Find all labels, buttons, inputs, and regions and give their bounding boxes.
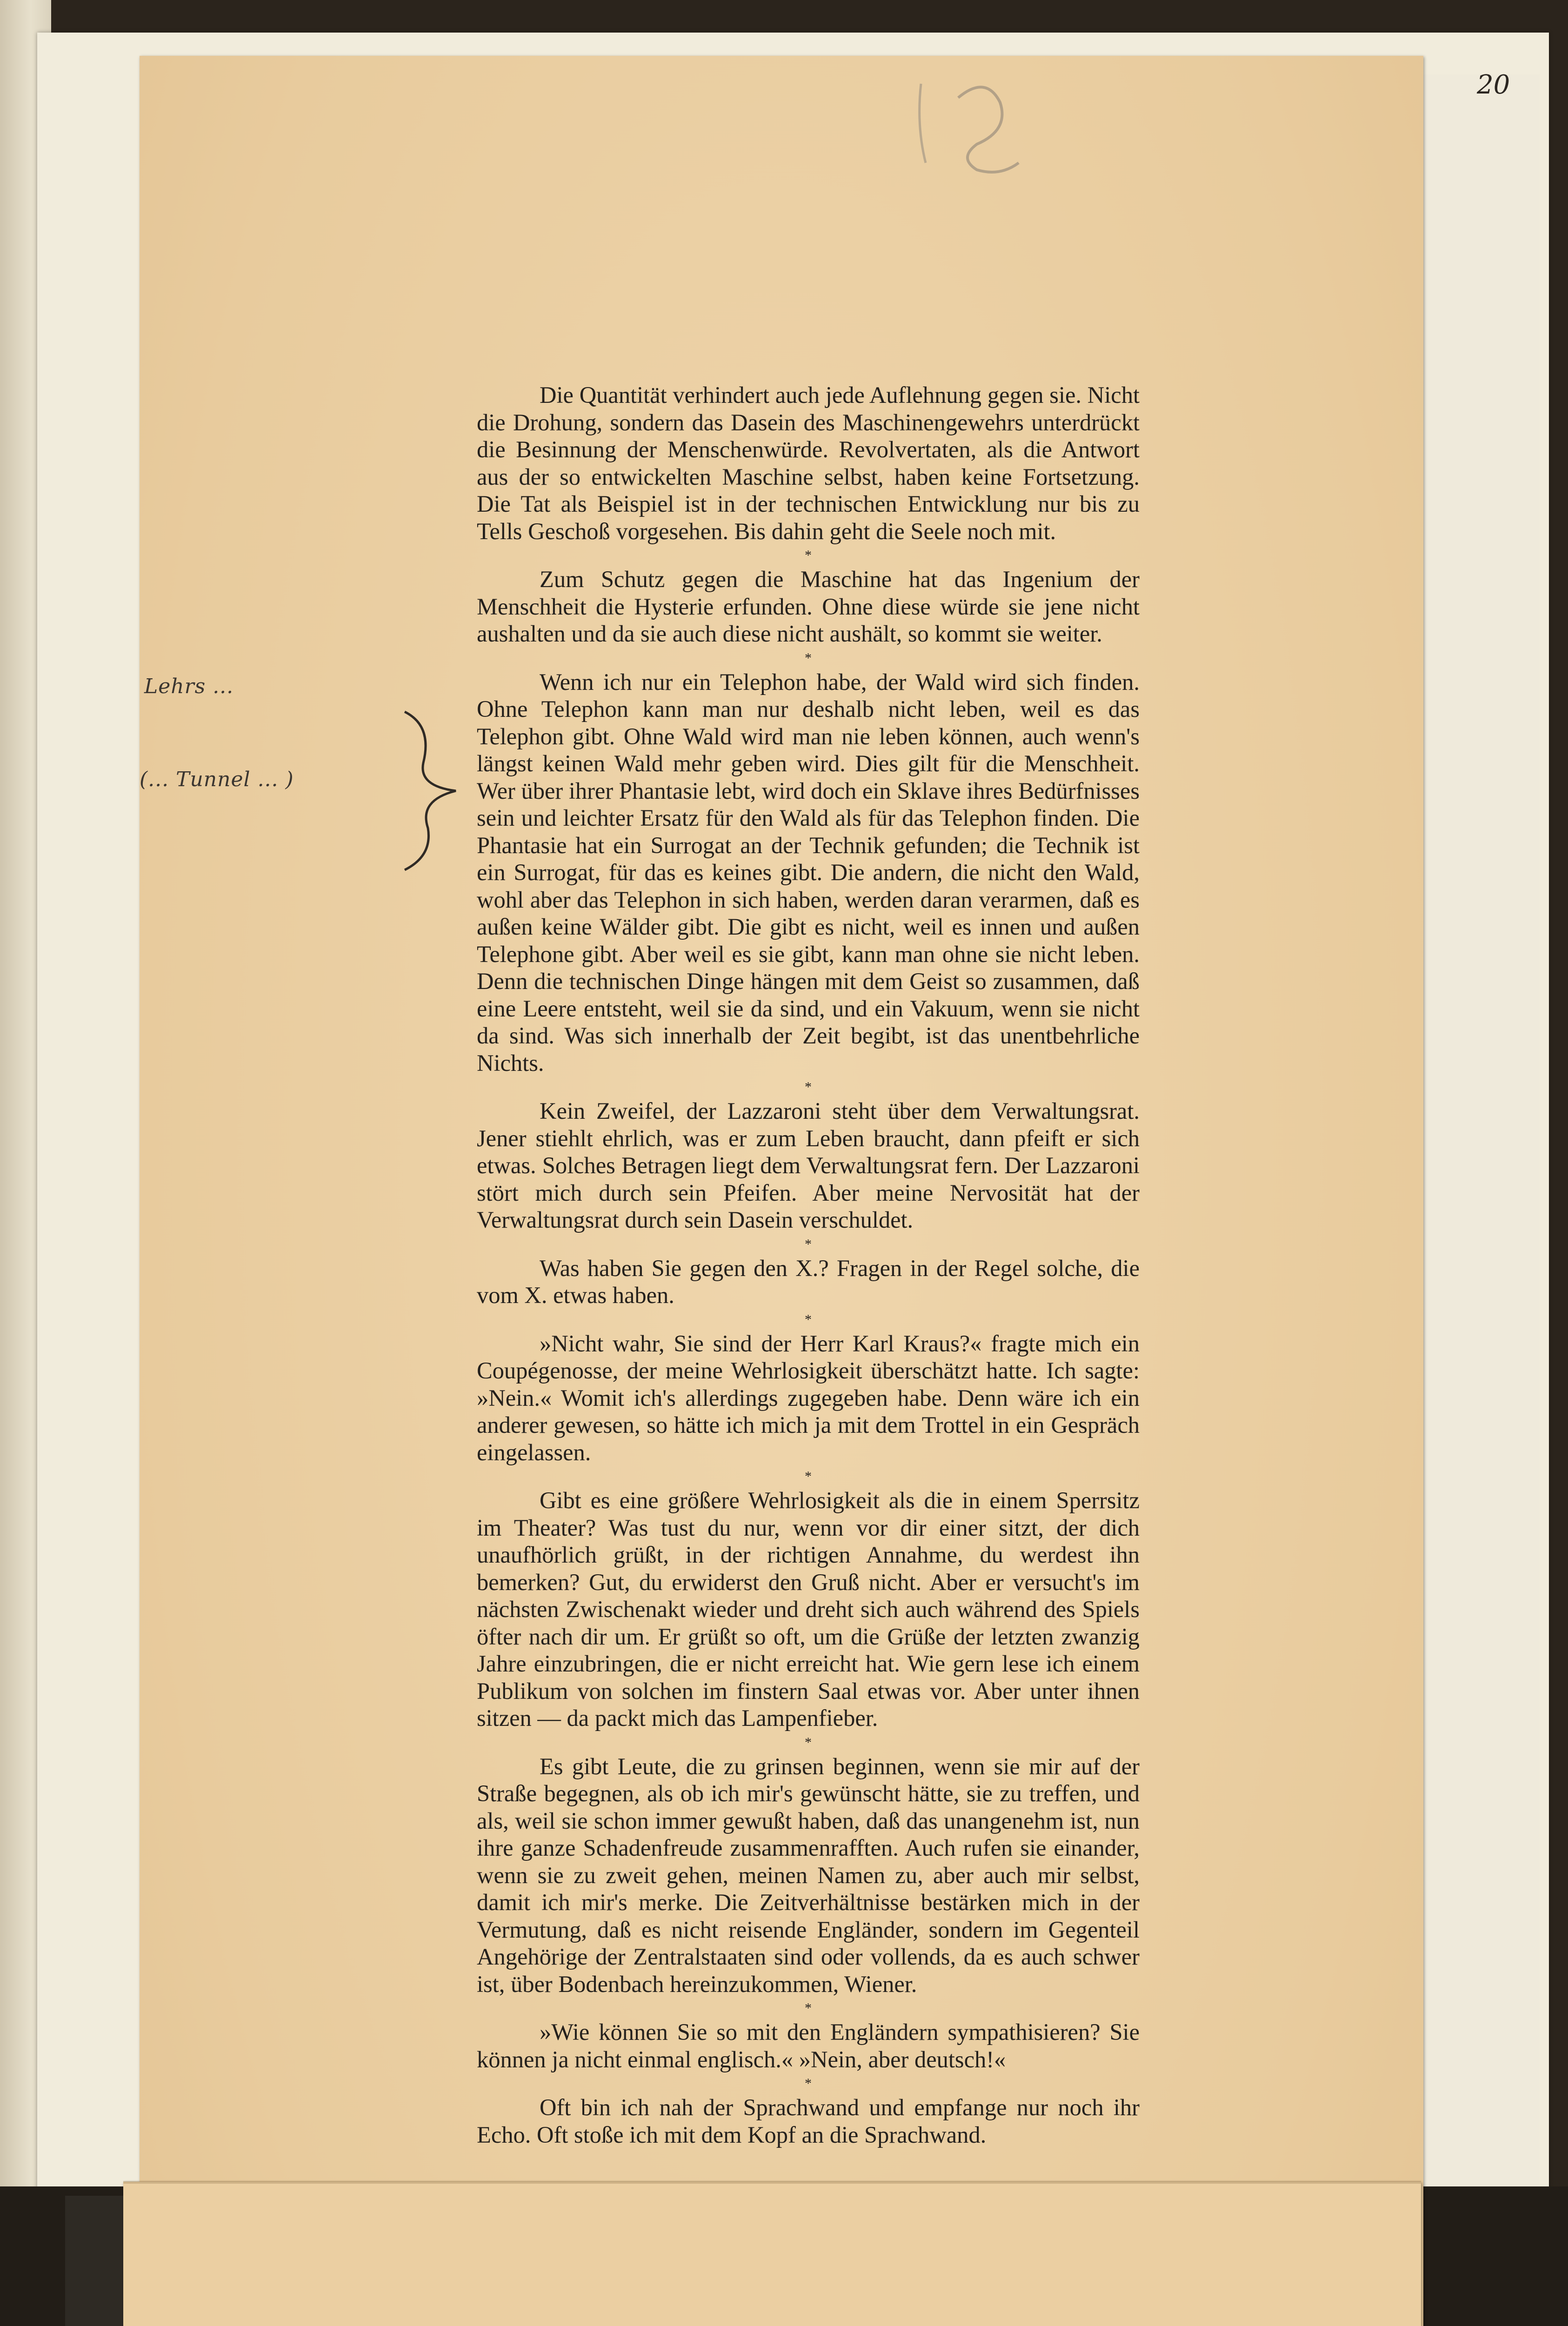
article-text-column <box>477 381 1140 2148</box>
paragraph-sperrsitz: Gibt es eine größere Wehrlosigkeit als die in einem Sperrsitz im Theater? Was tust du nur, wenn vor dir einer sitzt, der dich unaufhörlich grüßt, in der richtigen Annahme, du werdest ihn bemerken? Gut, du erwiderst den Gruß nicht. Aber er versucht's im nächsten Zwischenakt wieder und dreht sich auch während des Spiels öfter nach dir um. Er grüßt so oft, um die Grüße der letzten zwanzig Jahre einzubringen, die er nicht erreicht hat. Wie gern lese ich einem Publikum von solchen im finstern Saal etwas vor. Aber unter ihnen sitzen — da packt mich das Lampenfieber. <box>477 1487 1140 1731</box>
newspaper-clipping-lower-part <box>123 2182 1421 2326</box>
paragraph-grinsen: Es gibt Leute, die zu grinsen beginnen, wenn sie mir auf der Straße begegnen, als ob ich mir's gewünscht hätte, sie zu treffen, und als, weil sie schon immer gewußt haben, daß das unangenehm ist, nun ihre ganze Schadenfreude zusammenrafften. Auch rufen sie einander, wenn sie zu zweit gehen, meinen Namen zu, aber auch mir selbst, damit ich mir's merke. Die Zeitverhältnisse bestärken mich in der Vermutung, daß es nicht reisende Engländer, sondern im Gegenteil Angehörige der Zentralstaaten sind oder vollends, da es auch schwer ist, über Bodenbach hereinzukommen, Wiener. <box>477 1753 1140 1997</box>
separator-asterisk: * <box>805 2000 812 2016</box>
paragraph-quantitaet: Die Quantität verhindert auch jede Auflehnung gegen sie. Nicht die Drohung, sondern das Dasein des Maschinengewehrs unterdrückt die Besinnung der Menschenwürde. Revolvertaten, als die Antwort aus der so entwickelten Maschine selbst, haben keine Fortsetzung. Die Tat als Beispiel ist in der technischen Entwicklung nur bis zu Tells Geschoß vorgesehen. Bis dahin geht die Seele noch mit. <box>477 382 1140 544</box>
separator-asterisk: * <box>805 1236 812 1252</box>
separator-asterisk: * <box>805 1469 812 1484</box>
separator-asterisk: * <box>805 1311 812 1327</box>
separator-asterisk: * <box>805 1079 812 1095</box>
pencil-scribble-icon <box>907 70 1037 177</box>
paragraph-englaender: »Wie können Sie so mit den Engländern sympathisieren? Sie können ja nicht einmal englisch.« »Nein, aber deutsch!« <box>477 2019 1140 2072</box>
paragraph-sprachwand: Oft bin ich nah der Sprachwand und empfange nur noch ihr Echo. Oft stoße ich mit dem Kopf an die Sprachwand. <box>477 2094 1140 2148</box>
album-sheet-right-edge <box>1419 74 1540 2196</box>
margin-note-1: Lehrs ... <box>144 675 234 698</box>
paragraph-lazzaroni: Kein Zweifel, der Lazzaroni steht über dem Verwaltungsrat. Jener stiehlt ehrlich, was er zum Leben braucht, dann pfeift er sich etwas. Solches Betragen liegt dem Verwaltungsrat fern. Der Lazzaroni stört mich durch sein Pfeifen. Aber meine Nervosität hat der Verwaltungsrat durch sein Dasein verschuldet. <box>477 1098 1140 1233</box>
page-number: 20 <box>1477 70 1510 100</box>
paragraph-karl-kraus: »Nicht wahr, Sie sind der Herr Karl Kraus?« fragte mich ein Coupégenosse, der meine Wehrlosigkeit überschätzt hatte. Ich sagte: »Nein.« Womit ich's allerdings zugegeben habe. Denn wäre ich ein anderer gewesen, so hätte ich mich ja mit dem Trottel in ein Gespräch eingelassen. <box>477 1330 1140 1465</box>
separator-asterisk: * <box>805 2076 812 2091</box>
paragraph-telephon: Wenn ich nur ein Telephon habe, der Wald wird sich finden. Ohne Telephon kann man nur deshalb nicht leben, weil es das Telephon gibt. Ohne Wald wird man nie leben können, auch wenn's längst keinen Wald mehr geben wird. Dies gilt für die Menschheit. Wer über ihrer Phantasie lebt, wird doch ein Sklave ihres Bedürfnisses sein und leichter Ersatz für den Wald als für das Telephon finden. Die Phantasie hat ein Surrogat an der Technik gefunden; die Technik ist ein Surrogat, für das es keines gibt. Die andern, die nicht den Wald, wohl aber das Telephon in sich haben, werden daran verarmen, daß es außen keine Wälder gibt. Die gibt es nicht, weil es innen und außen Telephone gibt. Aber weil es sie gibt, kann man ohne sie nicht leben. Denn die technischen Dinge hängen mit dem Geist so zusammen, daß eine Leere entsteht, weil sie da sind, und ein Vakuum, wenn sie nicht da sind. Was sich innerhalb der Zeit begibt, ist das unentbehrliche Nichts. <box>477 668 1140 1076</box>
separator-asterisk: * <box>805 548 812 563</box>
clipping-fold-line <box>123 2181 1421 2184</box>
paragraph-x: Was haben Sie gegen den X.? Fragen in der Regel solche, die vom X. etwas haben. <box>477 1255 1140 1308</box>
bracket-mark-icon <box>395 707 470 875</box>
margin-note-2: (... Tunnel ... ) <box>140 768 294 791</box>
paragraph-hysterie: Zum Schutz gegen die Maschine hat das Ingenium der Menschheit die Hysterie erfunden. Ohne diese würde sie jene nicht aushalten und da sie auch diese nicht aushält, so kommt sie weiter. <box>477 566 1140 647</box>
separator-asterisk: * <box>805 1734 812 1750</box>
separator-asterisk: * <box>805 650 812 666</box>
